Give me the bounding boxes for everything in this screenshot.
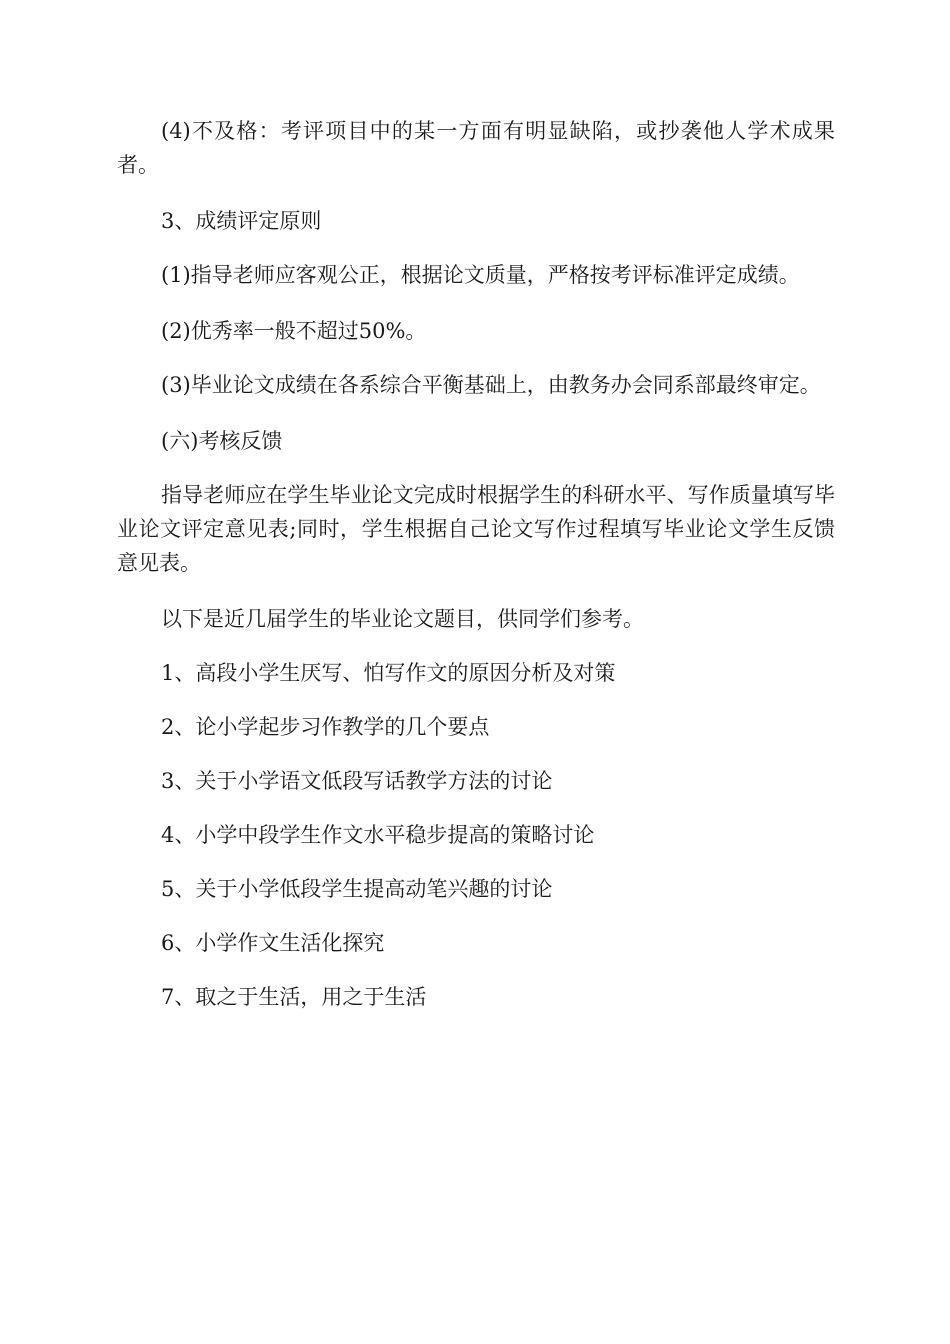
paragraph-topics-intro: 以下是近几届学生的毕业论文题目，供同学们参考。 (161, 607, 644, 631)
topic-item-1: 1、高段小学生厌写、怕写作文的原因分析及对策 (161, 661, 616, 685)
paragraph-feedback: 指导老师应在学生毕业论文完成时根据学生的科研水平、写作质量填写毕业论文评定意见表;同时，学生根据自己论文写作过程填写毕业论文学生反馈意见表。 (117, 483, 835, 575)
topic-item-2: 2、论小学起步习作教学的几个要点 (161, 715, 490, 739)
topic-item-5: 5、关于小学低段学生提高动笔兴趣的讨论 (161, 877, 553, 901)
paragraph-principle-3: (3)毕业论文成绩在各系综合平衡基础上，由教务办会同系部最终审定。 (161, 373, 821, 397)
paragraph-fail-grade: (4)不及格：考评项目中的某一方面有明显缺陷，或抄袭他人学术成果者。 (117, 119, 835, 177)
document-body (117, 114, 835, 1034)
paragraph-principle-1: (1)指导老师应客观公正，根据论文质量，严格按考评标准评定成绩。 (161, 263, 800, 287)
heading-grading-principles: 3、成绩评定原则 (161, 209, 322, 233)
heading-assessment-feedback: (六)考核反馈 (161, 429, 283, 453)
topic-item-6: 6、小学作文生活化探究 (161, 931, 385, 955)
paragraph-principle-2: (2)优秀率一般不超过50%。 (161, 319, 427, 343)
topic-item-3: 3、关于小学语文低段写话教学方法的讨论 (161, 769, 553, 793)
topic-item-7: 7、取之于生活，用之于生活 (161, 985, 427, 1009)
topic-item-4: 4、小学中段学生作文水平稳步提高的策略讨论 (161, 823, 595, 847)
